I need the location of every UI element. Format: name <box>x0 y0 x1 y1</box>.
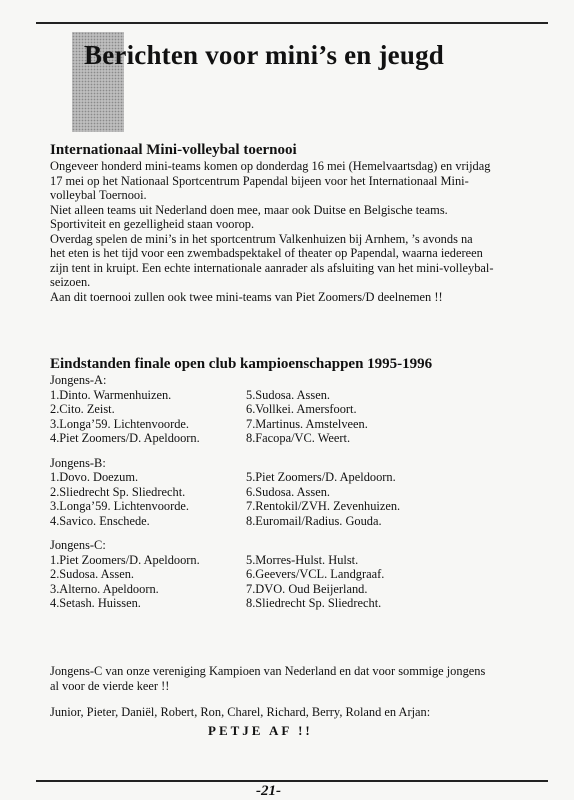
standing-entry: 1.Dinto. Warmenhuizen. <box>50 387 172 402</box>
toernooi-section <box>50 142 550 304</box>
standings-left-column <box>50 470 246 528</box>
standings-right-column <box>246 553 506 611</box>
standings-columns <box>50 388 550 446</box>
standing-entry: 3.Alterno. Apeldoorn. <box>50 581 159 596</box>
standing-entry: 5.Sudosa. Assen. <box>246 387 330 402</box>
closing-section <box>50 664 550 720</box>
standing-entry: 3.Longa’59. Lichtenvoorde. <box>50 499 190 513</box>
standings-right-column <box>246 388 506 446</box>
standings-left-column <box>50 553 246 611</box>
toernooi-body <box>50 159 550 304</box>
standing-entry: 2.Sudosa. Assen. <box>50 567 134 581</box>
standing-entry: 3.Longa’59. Lichtenvoorde. <box>50 416 190 431</box>
toernooi-line: zijn tent in kruipt. Een echte internationale aanrader als afsluiting van het mini-volleybal- <box>50 260 494 275</box>
petje-af: PETJE AF !! <box>208 723 313 738</box>
group-label: Jongens-C: <box>50 538 106 552</box>
closing-line: Jongens-C van onze vereniging Kampioen van Nederland en dat voor sommige jongens <box>50 664 486 678</box>
standings-columns <box>50 553 550 611</box>
group-label: Jongens-A: <box>50 373 107 387</box>
toernooi-line: seizoen. <box>50 275 91 289</box>
eindstanden-groups <box>50 373 550 611</box>
standings-group <box>50 373 550 446</box>
standing-entry: 5.Morres-Hulst. Hulst. <box>246 552 359 567</box>
standing-entry: 2.Cito. Zeist. <box>50 402 115 416</box>
standings-left-column <box>50 388 246 446</box>
standing-entry: 2.Sliedrecht Sp. Sliedrecht. <box>50 484 186 499</box>
toernooi-line: volleybal Toernooi. <box>50 188 147 202</box>
toernooi-heading: Internationaal Mini-volleybal toernooi <box>50 142 297 158</box>
names-line: Junior, Pieter, Daniël, Robert, Ron, Charel, Richard, Berry, Roland en Arjan: <box>50 705 431 719</box>
eindstanden-section <box>50 356 550 621</box>
bottom-rule <box>36 780 548 782</box>
standing-entry: 1.Dovo. Doezum. <box>50 470 139 484</box>
page-number: -21- <box>256 783 281 799</box>
standing-entry: 4.Piet Zoomers/D. Apeldoorn. <box>50 431 200 445</box>
toernooi-line: Niet alleen teams uit Nederland doen mee, maar ook Duitse en Belgische teams. <box>50 202 448 217</box>
group-label: Jongens-B: <box>50 455 106 470</box>
standing-entry: 8.Sliedrecht Sp. Sliedrecht. <box>246 596 382 610</box>
toernooi-line: Overdag spelen de mini’s in het sportcentrum Valkenhuizen bij Arnhem, ’s avonds na <box>50 231 473 246</box>
page-title: Berichten voor mini’s en jeugd <box>84 40 444 70</box>
standing-entry: 6.Geevers/VCL. Landgraaf. <box>246 567 385 581</box>
standings-group <box>50 456 550 529</box>
toernooi-line: Sportiviteit en gezelligheid staan voorop. <box>50 217 255 231</box>
top-rule <box>36 22 548 24</box>
toernooi-line: 17 mei op het Nationaal Sportcentrum Papendal bijeen voor het Internationaal Mini- <box>50 173 469 188</box>
standing-entry: 4.Savico. Enschede. <box>50 513 150 528</box>
standing-entry: 6.Sudosa. Assen. <box>246 484 330 499</box>
standing-entry: 7.Martinus. Amstelveen. <box>246 416 368 431</box>
toernooi-line: Aan dit toernooi zullen ook twee mini-teams van Piet Zoomers/D deelnemen !! <box>50 289 443 304</box>
standings-right-column <box>246 470 506 528</box>
standing-entry: 6.Vollkei. Amersfoort. <box>246 402 357 416</box>
standings-group <box>50 538 550 611</box>
toernooi-line: Ongeveer honderd mini-teams komen op donderdag 16 mei (Hemelvaartsdag) en vrijdag <box>50 159 491 173</box>
standing-entry: 8.Facopa/VC. Weert. <box>246 431 351 445</box>
standing-entry: 7.Rentokil/ZVH. Zevenhuizen. <box>246 499 401 513</box>
standing-entry: 8.Euromail/Radius. Gouda. <box>246 513 382 528</box>
standing-entry: 4.Setash. Huissen. <box>50 596 141 610</box>
toernooi-line: het eten is het tijd voor een zwembadspektakel of theater op Papendal, waarna iedereen <box>50 246 483 260</box>
eindstanden-heading: Eindstanden finale open club kampioenschappen 1995-1996 <box>50 356 433 372</box>
standing-entry: 5.Piet Zoomers/D. Apeldoorn. <box>246 470 396 484</box>
closing-line: al voor de vierde keer !! <box>50 678 170 693</box>
standing-entry: 1.Piet Zoomers/D. Apeldoorn. <box>50 552 200 567</box>
standing-entry: 7.DVO. Oud Beijerland. <box>246 581 368 596</box>
standings-columns <box>50 470 550 528</box>
closing-body <box>50 664 550 693</box>
